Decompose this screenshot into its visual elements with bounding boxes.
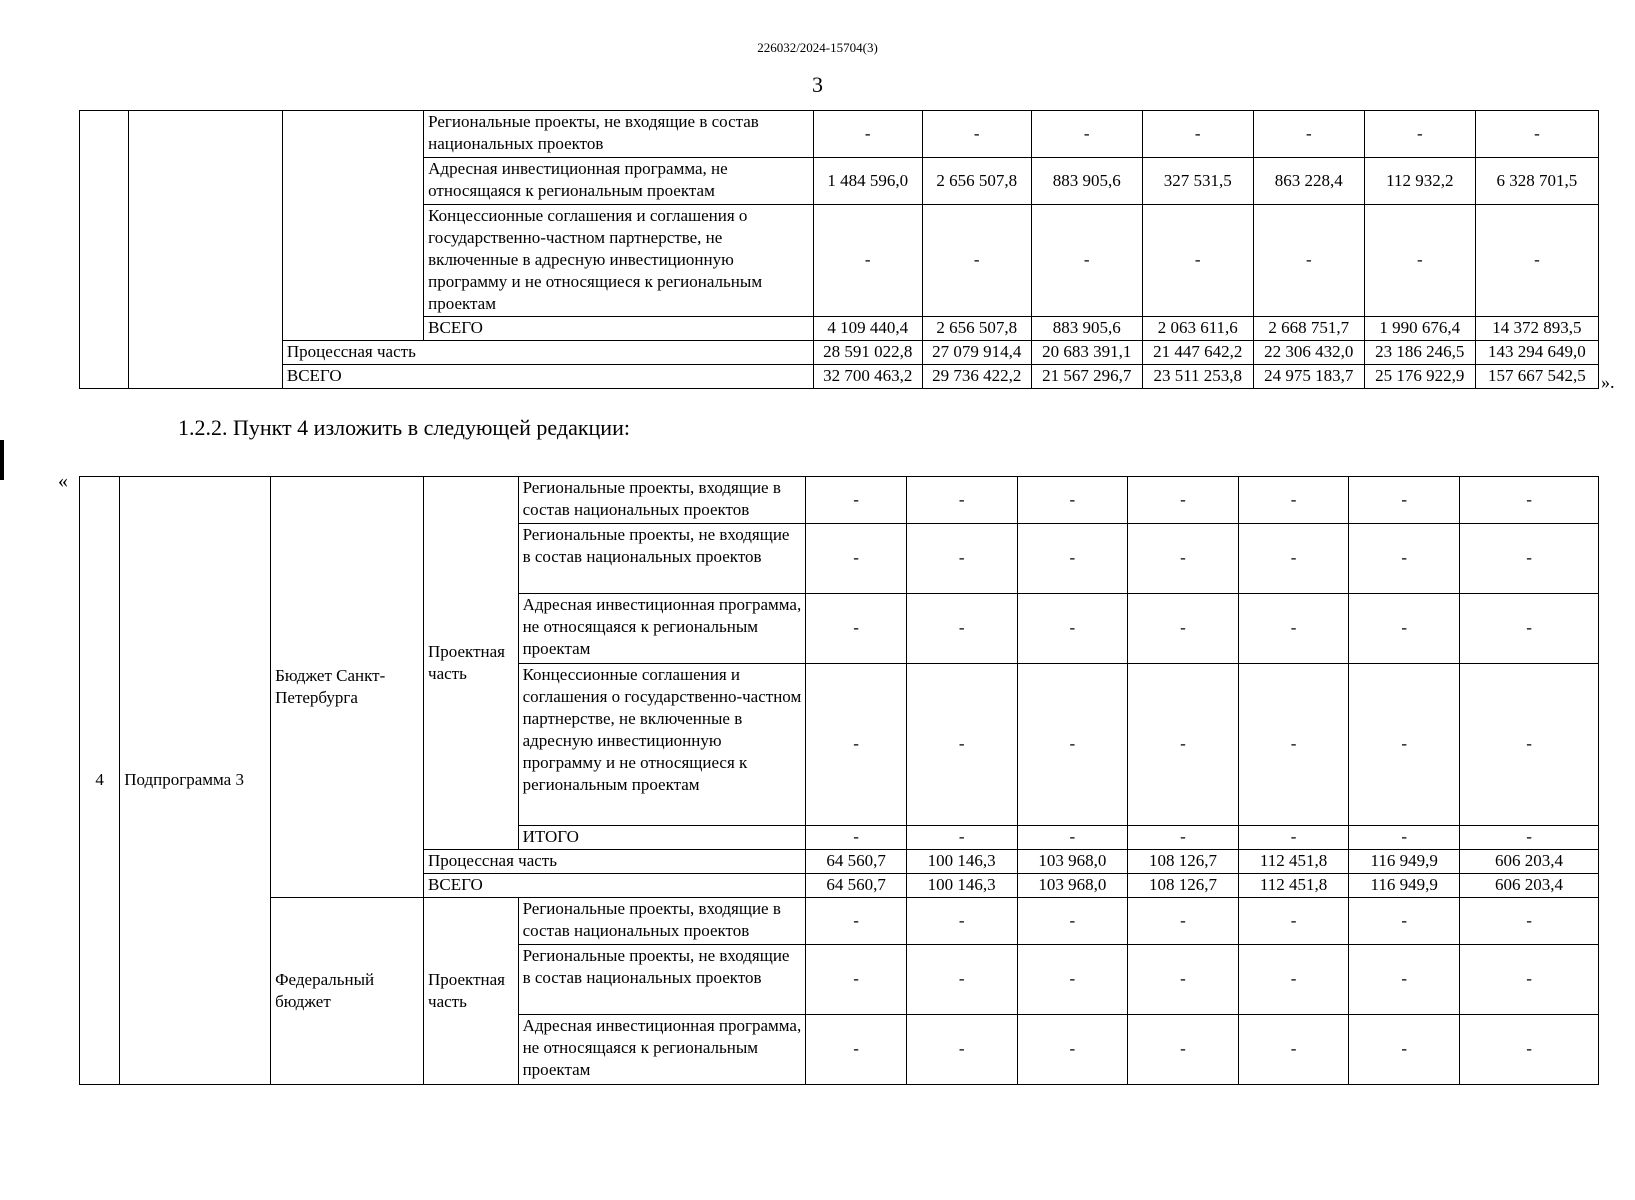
total-label: ВСЕГО (424, 874, 806, 898)
value-cell: - (1238, 477, 1349, 524)
empty-cell (282, 111, 423, 341)
value-cell: - (1349, 477, 1460, 524)
table-row (80, 477, 1599, 524)
value-cell: - (806, 477, 907, 524)
value-cell: - (906, 1015, 1017, 1085)
value-cell: - (1017, 477, 1128, 524)
value-cell: 2 656 507,8 (922, 158, 1031, 205)
value-cell: - (1128, 477, 1239, 524)
value-cell: 112 932,2 (1364, 158, 1475, 205)
table-row (80, 111, 1599, 158)
row-label: Региональные проекты, не входящие в состав национальных проектов (424, 111, 814, 158)
value-cell: - (906, 524, 1017, 594)
value-cell: 112 451,8 (1238, 874, 1349, 898)
value-cell: 100 146,3 (906, 874, 1017, 898)
budget-table-item-4 (79, 476, 1599, 1085)
value-cell: - (922, 205, 1031, 317)
value-cell: - (1364, 205, 1475, 317)
value-cell: 23 186 246,5 (1364, 341, 1475, 365)
value-cell: 27 079 914,4 (922, 341, 1031, 365)
value-cell: - (1128, 898, 1239, 945)
value-cell: 21 447 642,2 (1142, 341, 1253, 365)
subtotal-label: ИТОГО (518, 826, 806, 850)
value-cell: 103 968,0 (1017, 874, 1128, 898)
value-cell: - (906, 945, 1017, 1015)
value-cell: 143 294 649,0 (1475, 341, 1598, 365)
value-cell: - (1128, 826, 1239, 850)
value-cell: - (1238, 1015, 1349, 1085)
value-cell: 2 668 751,7 (1253, 317, 1364, 341)
process-part-label: Процессная часть (282, 341, 813, 365)
row-label: Адресная инвестиционная программа, не относящаяся к региональным проектам (424, 158, 814, 205)
value-cell: - (1349, 898, 1460, 945)
process-part-label: Процессная часть (424, 850, 806, 874)
value-cell: - (1364, 111, 1475, 158)
value-cell: - (1475, 111, 1598, 158)
value-cell: - (1128, 524, 1239, 594)
value-cell: - (1349, 524, 1460, 594)
value-cell: 108 126,7 (1128, 874, 1239, 898)
row-label: Адресная инвестиционная программа, не относящаяся к региональным проектам (518, 1015, 806, 1085)
value-cell: 14 372 893,5 (1475, 317, 1598, 341)
value-cell: - (1238, 594, 1349, 664)
value-cell: 29 736 422,2 (922, 365, 1031, 389)
value-cell: - (1017, 664, 1128, 826)
margin-line (0, 440, 4, 480)
row-label: Региональные проекты, входящие в состав национальных проектов (518, 477, 806, 524)
value-cell: - (806, 945, 907, 1015)
value-cell: 4 109 440,4 (813, 317, 922, 341)
value-cell: - (1017, 524, 1128, 594)
value-cell: 327 531,5 (1142, 158, 1253, 205)
empty-cell (129, 111, 282, 389)
section-heading: 1.2.2. Пункт 4 изложить в следующей редакции: (178, 415, 630, 440)
value-cell: - (806, 1015, 907, 1085)
empty-cell (80, 111, 129, 389)
row-label: Региональные проекты, не входящие в состав национальных проектов (518, 524, 806, 594)
row-label: Адресная инвестиционная программа, не относящаяся к региональным проектам (518, 594, 806, 664)
value-cell: 25 176 922,9 (1364, 365, 1475, 389)
value-cell: - (806, 826, 907, 850)
value-cell: - (1128, 1015, 1239, 1085)
value-cell: - (906, 594, 1017, 664)
value-cell: - (906, 898, 1017, 945)
row-label: Концессионные соглашения и соглашения о государственно-частном партнерстве, не включенные в адресную инвестиционную программу и не относящиеся к региональным проектам (518, 664, 806, 826)
value-cell: - (1128, 945, 1239, 1015)
value-cell: - (1460, 477, 1599, 524)
value-cell: - (1349, 594, 1460, 664)
value-cell: 103 968,0 (1017, 850, 1128, 874)
project-part-label: Проектная часть (424, 898, 519, 1085)
value-cell: 32 700 463,2 (813, 365, 922, 389)
value-cell: - (1475, 205, 1598, 317)
value-cell: 157 667 542,5 (1475, 365, 1598, 389)
opening-quote: « (58, 470, 68, 492)
value-cell: - (1253, 205, 1364, 317)
value-cell: - (1142, 111, 1253, 158)
value-cell: - (906, 477, 1017, 524)
value-cell: - (813, 205, 922, 317)
value-cell: 23 511 253,8 (1142, 365, 1253, 389)
federal-budget-label: Федеральный бюджет (271, 898, 424, 1085)
row-label: ВСЕГО (424, 317, 814, 341)
value-cell: 863 228,4 (1253, 158, 1364, 205)
value-cell: - (1128, 594, 1239, 664)
value-cell: 116 949,9 (1349, 874, 1460, 898)
value-cell: 64 560,7 (806, 850, 907, 874)
value-cell: - (906, 664, 1017, 826)
value-cell: 6 328 701,5 (1475, 158, 1598, 205)
value-cell: - (1031, 111, 1142, 158)
value-cell: - (1238, 826, 1349, 850)
value-cell: - (1017, 1015, 1128, 1085)
value-cell: - (1460, 1015, 1599, 1085)
closing-quote: ». (1601, 372, 1615, 392)
value-cell: 2 656 507,8 (922, 317, 1031, 341)
table-row (80, 898, 1599, 945)
value-cell: 112 451,8 (1238, 850, 1349, 874)
value-cell: 116 949,9 (1349, 850, 1460, 874)
row-label: Региональные проекты, не входящие в состав национальных проектов (518, 945, 806, 1015)
value-cell: - (1349, 664, 1460, 826)
value-cell: - (1128, 664, 1239, 826)
value-cell: 108 126,7 (1128, 850, 1239, 874)
value-cell: - (1238, 898, 1349, 945)
budget-spb-label: Бюджет Санкт-Петербурга (271, 477, 424, 898)
budget-table-continuation (79, 110, 1599, 389)
table-row (80, 341, 1599, 365)
value-cell: - (813, 111, 922, 158)
value-cell: 21 567 296,7 (1031, 365, 1142, 389)
row-number: 4 (80, 477, 120, 1085)
value-cell: 64 560,7 (806, 874, 907, 898)
value-cell: - (1142, 205, 1253, 317)
value-cell: - (1238, 524, 1349, 594)
value-cell: - (1460, 898, 1599, 945)
value-cell: - (906, 826, 1017, 850)
total-label: ВСЕГО (282, 365, 813, 389)
value-cell: 28 591 022,8 (813, 341, 922, 365)
value-cell: - (922, 111, 1031, 158)
value-cell: - (806, 664, 907, 826)
value-cell: - (1349, 945, 1460, 1015)
value-cell: - (1349, 826, 1460, 850)
program-name: Подпрограмма 3 (120, 477, 271, 1085)
value-cell: - (1460, 594, 1599, 664)
value-cell: 2 063 611,6 (1142, 317, 1253, 341)
project-part-label: Проектная часть (424, 477, 519, 850)
value-cell: - (806, 524, 907, 594)
value-cell: 1 484 596,0 (813, 158, 922, 205)
value-cell: - (1238, 664, 1349, 826)
value-cell: - (806, 594, 907, 664)
value-cell: - (1253, 111, 1364, 158)
value-cell: - (806, 898, 907, 945)
document-registration-number: 226032/2024-15704(3) (757, 40, 878, 55)
value-cell: - (1460, 826, 1599, 850)
value-cell: 883 905,6 (1031, 317, 1142, 341)
value-cell: - (1238, 945, 1349, 1015)
value-cell: - (1460, 945, 1599, 1015)
value-cell: 1 990 676,4 (1364, 317, 1475, 341)
table-row (80, 365, 1599, 389)
value-cell: 22 306 432,0 (1253, 341, 1364, 365)
page-number: 3 (812, 72, 823, 97)
value-cell: 606 203,4 (1460, 874, 1599, 898)
value-cell: - (1349, 1015, 1460, 1085)
value-cell: 883 905,6 (1031, 158, 1142, 205)
value-cell: - (1031, 205, 1142, 317)
value-cell: 20 683 391,1 (1031, 341, 1142, 365)
value-cell: - (1017, 826, 1128, 850)
row-label: Концессионные соглашения и соглашения о государственно-частном партнерстве, не включенные в адресную инвестиционную программу и не относящиеся к региональным проектам (424, 205, 814, 317)
value-cell: - (1460, 524, 1599, 594)
value-cell: - (1017, 594, 1128, 664)
value-cell: 606 203,4 (1460, 850, 1599, 874)
value-cell: - (1017, 945, 1128, 1015)
value-cell: 24 975 183,7 (1253, 365, 1364, 389)
value-cell: - (1017, 898, 1128, 945)
value-cell: - (1460, 664, 1599, 826)
value-cell: 100 146,3 (906, 850, 1017, 874)
row-label: Региональные проекты, входящие в состав национальных проектов (518, 898, 806, 945)
